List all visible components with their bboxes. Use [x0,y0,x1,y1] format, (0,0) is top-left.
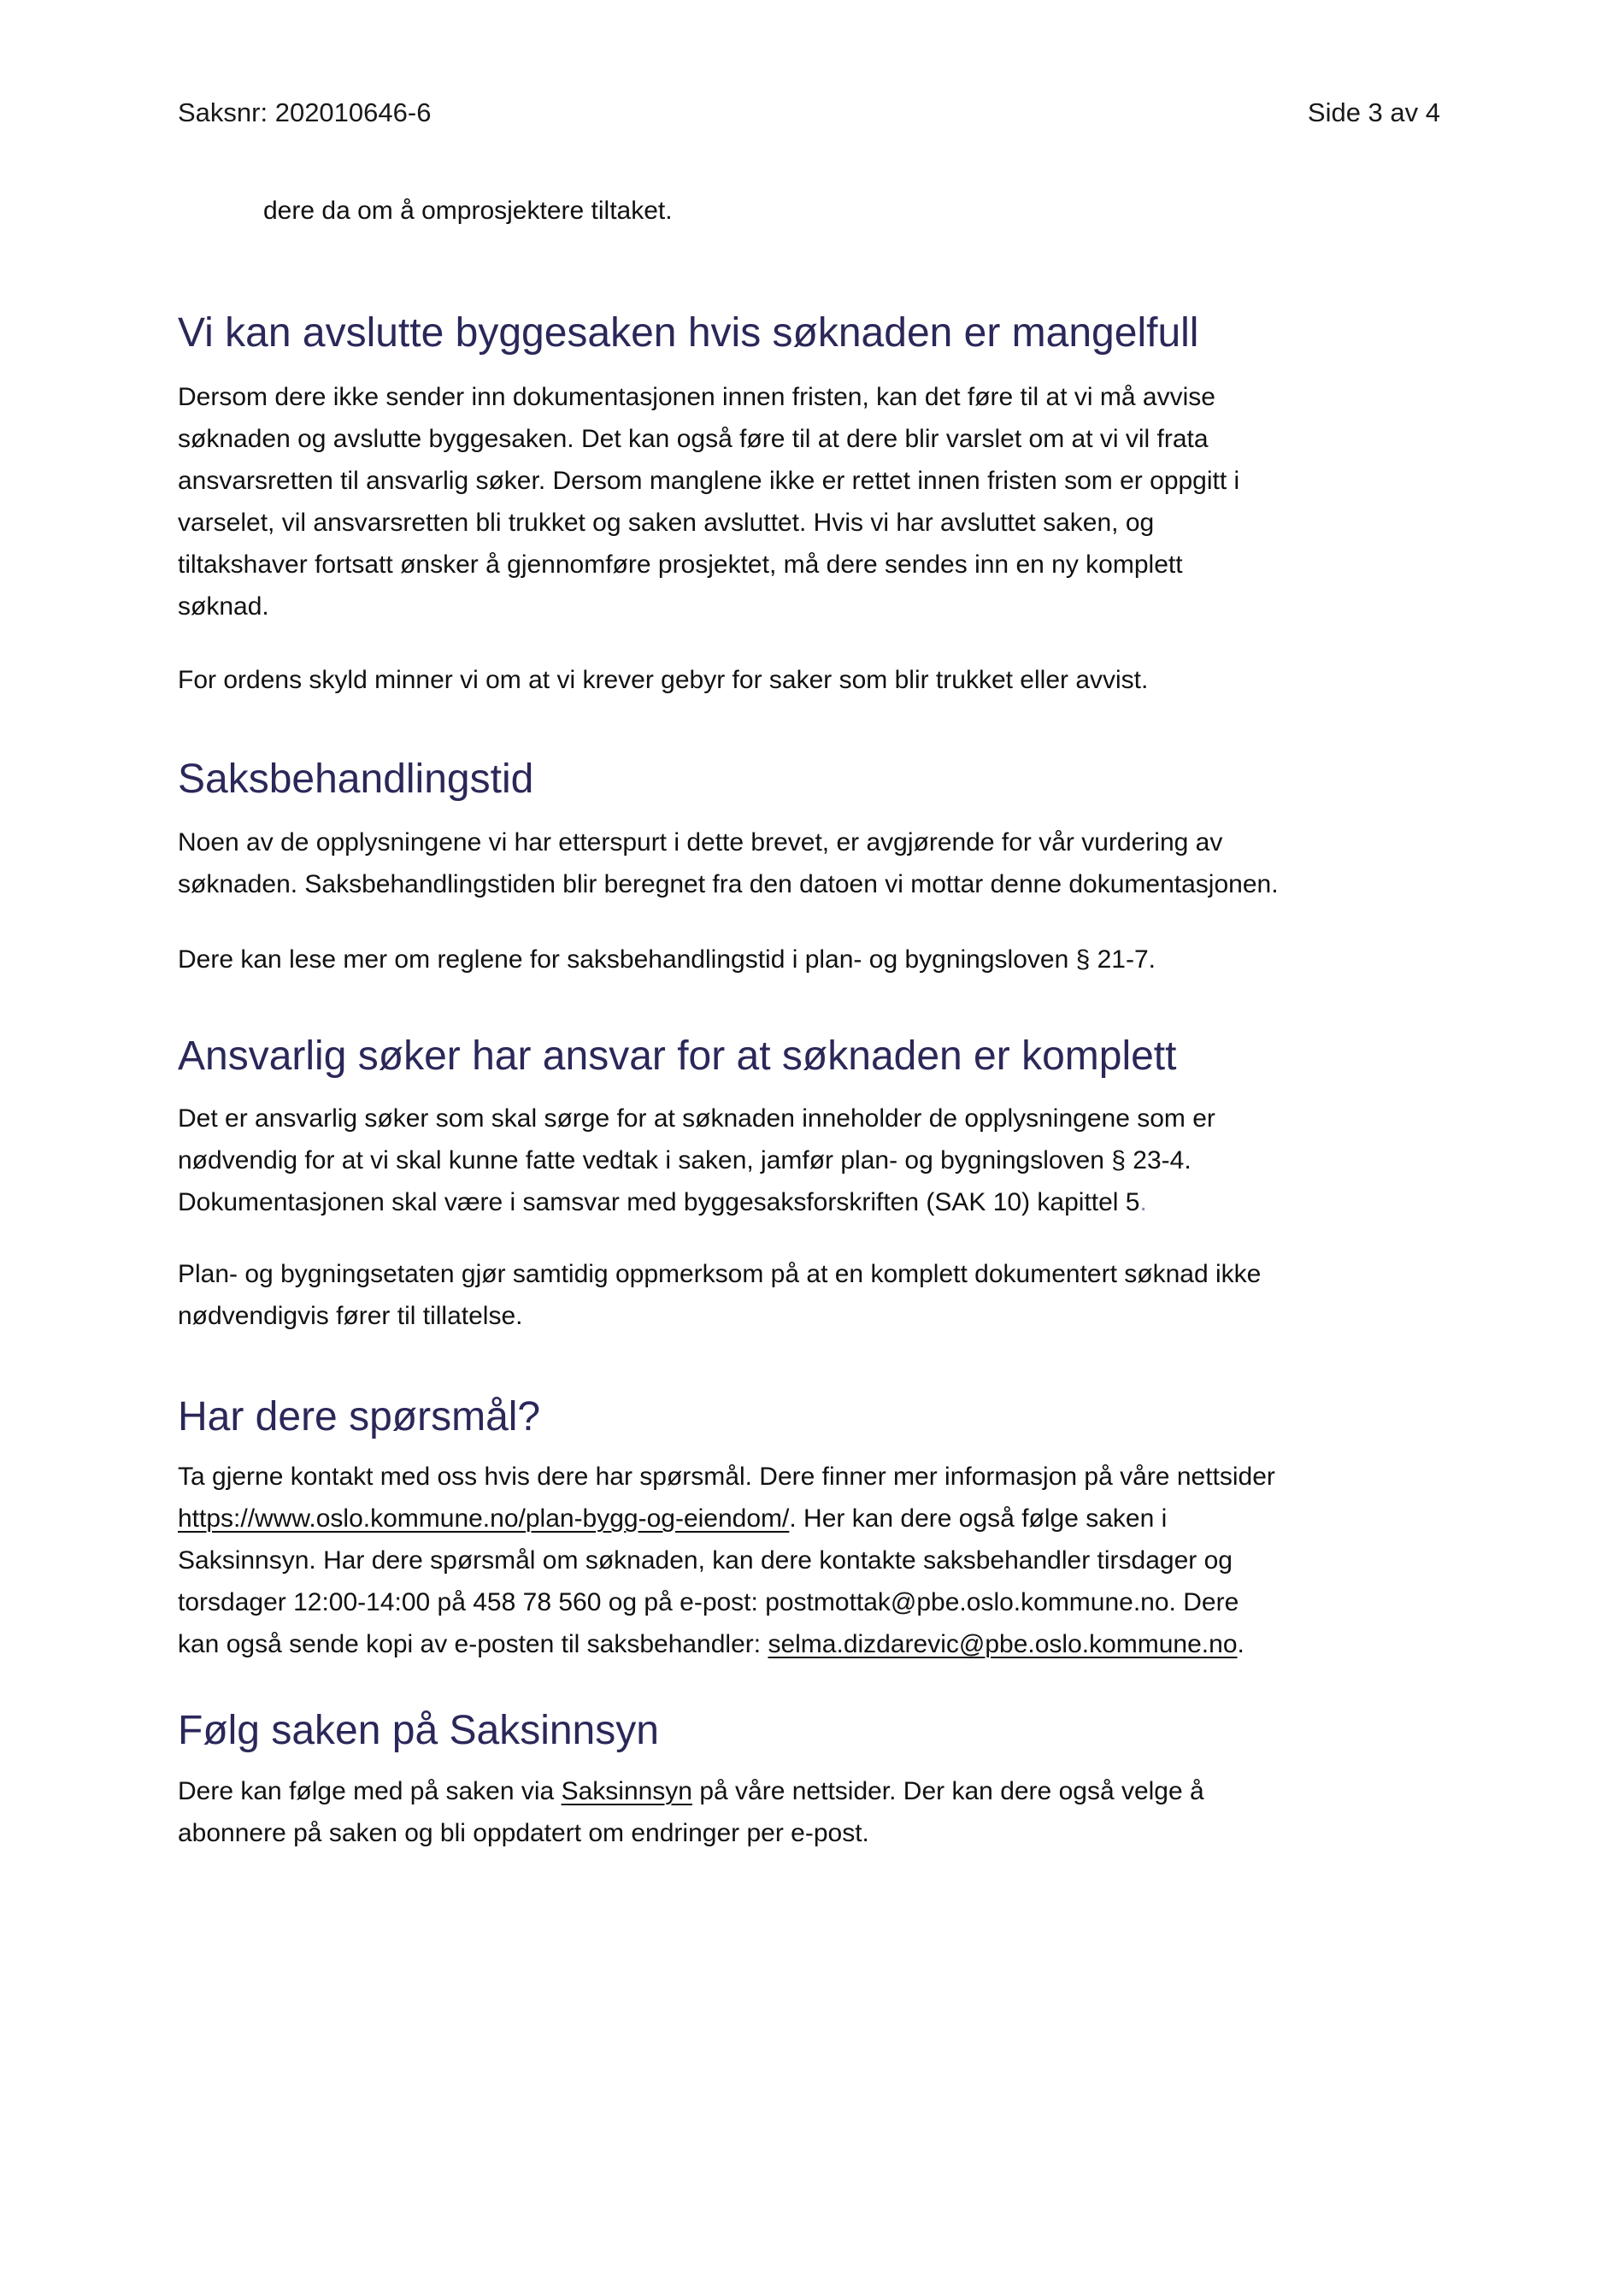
paragraph-ansvarlig-soker [178,1098,1215,1223]
trailing-period: . [1139,1188,1147,1216]
text-fragment: kan også sende kopi av e-posten til saksbehandler: [178,1630,768,1658]
paragraph-saksinnsyn [178,1770,1204,1854]
section-heading-saksinnsyn: Følg saken på Saksinnsyn [178,1708,659,1753]
text-line: Det er ansvarlig søker som skal sørge for at søknaden inneholder de opplysningene som er [178,1104,1215,1133]
section-heading-avslutte: Vi kan avslutte byggesaken hvis søknaden er mangelfull [178,310,1199,356]
text-line: abonnere på saken og bli oppdatert om endringer per e-post. [178,1819,869,1847]
text-line: For ordens skyld minner vi om at vi krever gebyr for saker som blir trukket eller avvist. [178,666,1149,694]
paragraph-tillatelse [178,1253,1261,1337]
text-line: dere da om å omprosjektere tiltaket. [263,197,673,225]
page-indicator: Side 3 av 4 [1307,97,1440,127]
paragraph-avslutte [178,376,1239,627]
text-line: Plan- og bygningsetaten gjør samtidig oppmerksom på at en komplett dokumentert søknad ikke [178,1260,1262,1288]
text-line: torsdager 12:00-14:00 på 458 78 560 og på e-post: postmottak@pbe.oslo.kommune.no. Dere [178,1588,1239,1616]
paragraph-lovhenvisning [178,939,1156,980]
text-line: søknad. [178,592,269,621]
text-line: søknaden og avslutte byggesaken. Det kan også føre til at dere blir varslet om at vi vil frata [178,425,1209,453]
text-line: varselet, vil ansvarsretten bli trukket og saken avsluttet. Hvis vi har avsluttet saken, og [178,509,1155,537]
text-line: nødvendigvis fører til tillatelse. [178,1302,523,1330]
text-fragment: på våre nettsider. Der kan dere også velge å [692,1777,1204,1805]
text-fragment: . [1237,1630,1244,1658]
text-line: Noen av de opplysningene vi har etterspurt i dette brevet, er avgjørende for vår vurdering av [178,828,1223,857]
section-heading-sporsmal: Har dere spørsmål? [178,1394,541,1439]
text-line [178,1770,1204,1812]
continuation-paragraph [263,190,673,232]
paragraph-saksbehandlingstid [178,821,1279,905]
website-link[interactable]: https://www.oslo.kommune.no/plan-bygg-og-eiendom/ [178,1504,790,1533]
text-line [178,1623,1275,1665]
section-heading-saksbehandlingstid: Saksbehandlingstid [178,757,534,802]
caseworker-email-link[interactable]: selma.dizdarevic@pbe.oslo.kommune.no [768,1630,1238,1658]
section-heading-ansvarlig-soker: Ansvarlig søker har ansvar for at søknaden er komplett [178,1033,1177,1079]
text-line: søknaden. Saksbehandlingstiden blir beregnet fra den datoen vi mottar denne dokumentasjonen. [178,870,1279,898]
text-line: tiltakshaver fortsatt ønsker å gjennomføre prosjektet, må dere sendes inn en ny komplett [178,550,1183,579]
text-line: Dere kan lese mer om reglene for saksbehandlingstid i plan- og bygningsloven § 21-7. [178,945,1156,974]
paragraph-gebyr [178,659,1148,701]
case-number: Saksnr: 202010646-6 [178,97,432,127]
text-line: Dersom dere ikke sender inn dokumentasjonen innen fristen, kan det føre til at vi må avvise [178,383,1215,411]
text-fragment: Dere kan følge med på saken via [178,1777,562,1805]
text-fragment: . Her kan dere også følge saken i [789,1504,1168,1533]
text-line [178,1498,1275,1539]
text-line: nødvendig for at vi skal kunne fatte vedtak i saken, jamfør plan- og bygningsloven § 23-4. [178,1146,1192,1174]
text-line: Ta gjerne kontakt med oss hvis dere har spørsmål. Dere finner mer informasjon på våre nettsider [178,1463,1275,1491]
text-line [178,1181,1215,1223]
paragraph-kontakt [178,1456,1275,1665]
text-fragment: Dokumentasjonen skal være i samsvar med byggesaksforskriften (SAK 10) kapittel 5 [178,1188,1140,1216]
saksinnsyn-link[interactable]: Saksinnsyn [561,1777,692,1805]
text-line: Saksinnsyn. Har dere spørsmål om søknaden, kan dere kontakte saksbehandler tirsdager og [178,1546,1233,1575]
text-line: ansvarsretten til ansvarlig søker. Dersom manglene ikke er rettet innen fristen som er oppgitt i [178,467,1240,495]
